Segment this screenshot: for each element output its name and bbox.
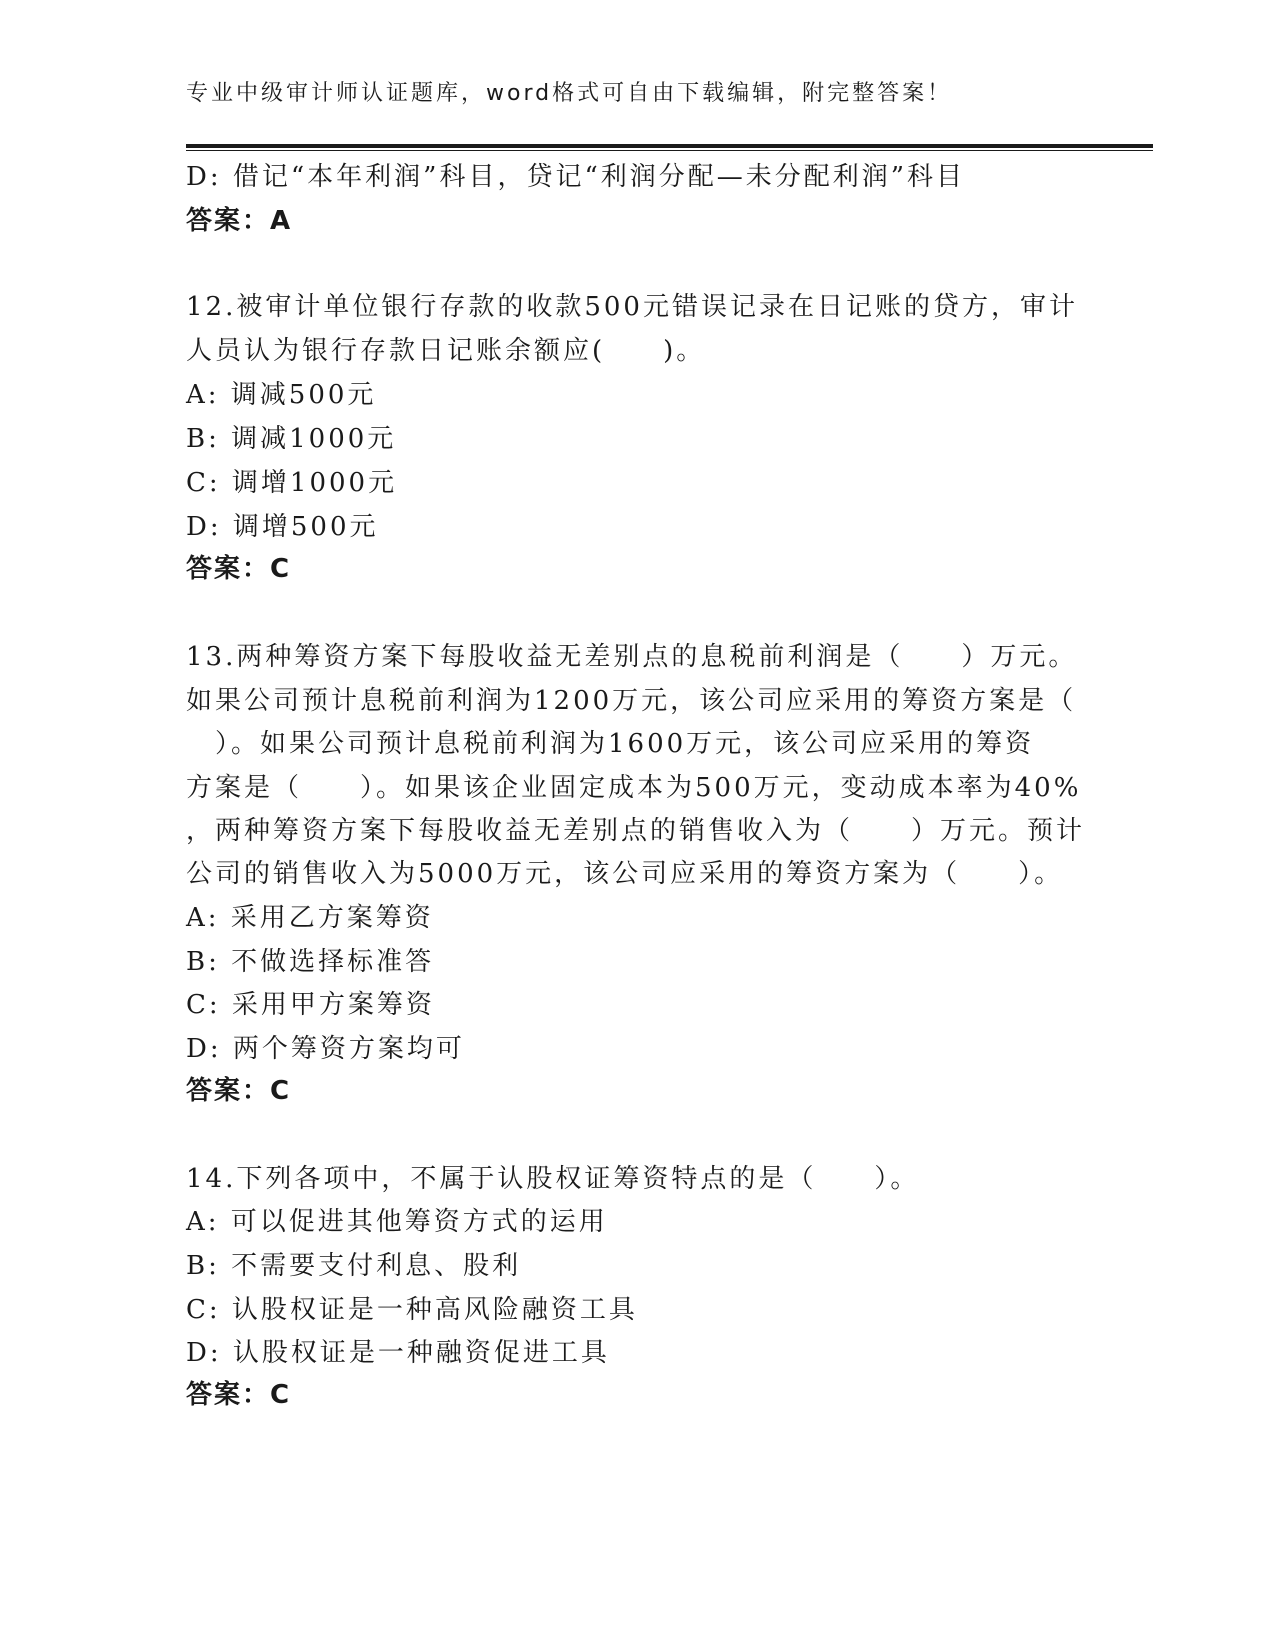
q13-text-line-6: 公司的销售收入为5000万元，该公司应采用的筹资方案为（ ）。 <box>186 859 1064 889</box>
q13-text-line-3: ）。如果公司预计息税前利润为1600万元，该公司应采用的筹资 <box>186 729 1035 759</box>
q13-text-line-1: 13.两种筹资方案下每股收益无差别点的息税前利润是（ ）万元。 <box>186 642 1078 672</box>
q12-answer: 答案：C <box>186 554 292 584</box>
q12-option-c: C: 调增1000元 <box>186 468 398 498</box>
q14-answer: 答案：C <box>186 1380 292 1410</box>
q12-text-line-1: 12.被审计单位银行存款的收款500元错误记录在日记账的贷方，审计 <box>186 292 1078 322</box>
q14-text-line-1: 14.下列各项中，不属于认股权证筹资特点的是（ ）。 <box>186 1164 920 1194</box>
q13-text-line-5: ，两种筹资方案下每股收益无差别点的销售收入为（ ）万元。预计 <box>186 816 1086 846</box>
q14-option-a: A: 可以促进其他筹资方式的运用 <box>186 1207 608 1237</box>
page-header: 专业中级审计师认证题库，word格式可自由下载编辑，附完整答案！ <box>186 81 953 106</box>
q12-text-line-2: 人员认为银行存款日记账余额应( )。 <box>186 336 706 366</box>
header-rule <box>186 144 1153 148</box>
q14-option-d: D: 认股权证是一种融资促进工具 <box>186 1338 610 1368</box>
q12-option-d: D: 调增500元 <box>186 512 379 542</box>
q12-option-a: A: 调减500元 <box>186 380 377 410</box>
q13-answer: 答案：C <box>186 1076 292 1106</box>
q13-option-a: A: 采用乙方案筹资 <box>186 903 434 933</box>
q12-option-b: B: 调减1000元 <box>186 424 397 454</box>
q13-option-d: D: 两个筹资方案均可 <box>186 1034 465 1064</box>
q14-option-c: C: 认股权证是一种高风险融资工具 <box>186 1295 638 1325</box>
q14-option-b: B: 不需要支付利息、股利 <box>186 1251 522 1281</box>
prev-answer: 答案：A <box>186 206 293 236</box>
header-rule-thin <box>186 150 1153 151</box>
q13-text-line-4: 方案是（ ）。如果该企业固定成本为500万元，变动成本率为40% <box>186 773 1082 803</box>
q13-option-c: C: 采用甲方案筹资 <box>186 990 435 1020</box>
q13-text-line-2: 如果公司预计息税前利润为1200万元，该公司应采用的筹资方案是（ <box>186 686 1077 716</box>
q13-option-b: B: 不做选择标准答 <box>186 947 435 977</box>
prev-option-d: D: 借记“本年利润”科目，贷记“利润分配—未分配利润”科目 <box>186 162 966 192</box>
